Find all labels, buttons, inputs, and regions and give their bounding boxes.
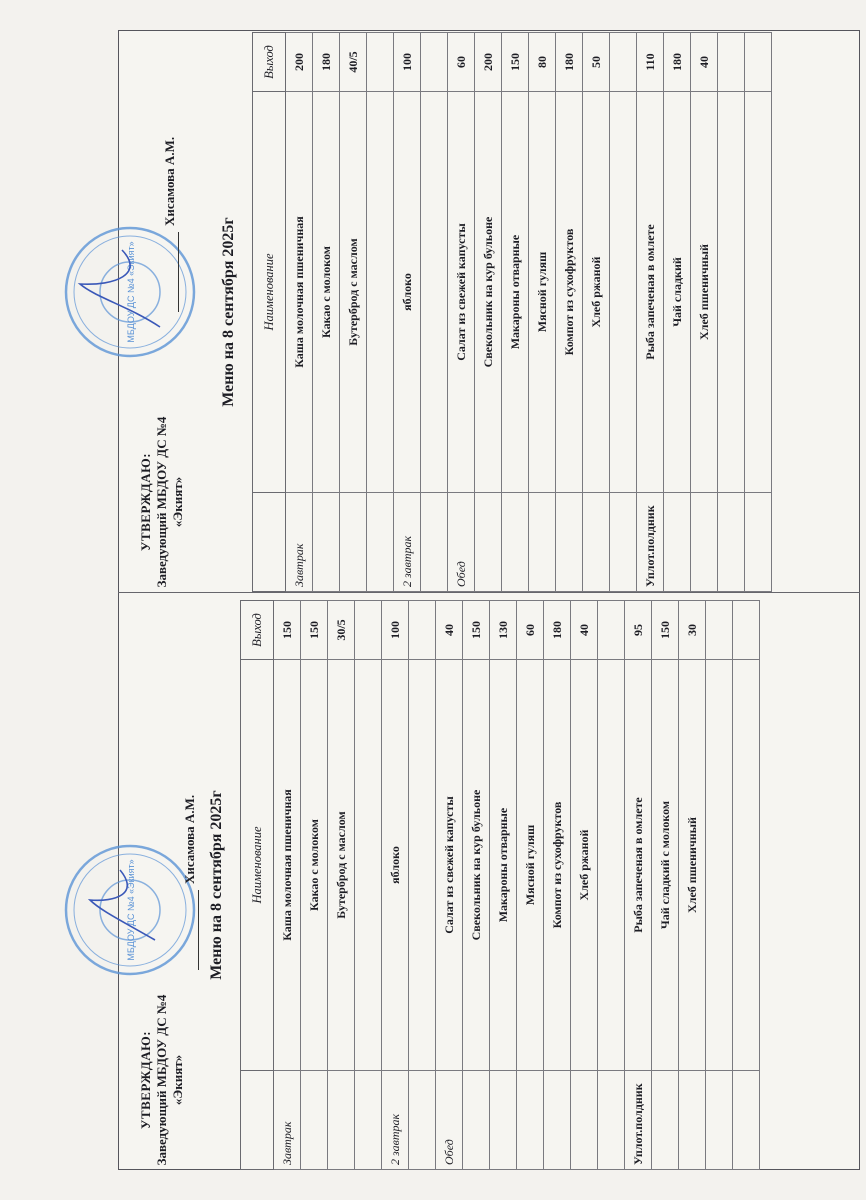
meal-cell [718,493,745,592]
output-cell: 95 [625,601,652,660]
table-row [556,33,583,592]
dish-name-cell: Хлеб пшеничный [679,660,706,1071]
signature-line [198,890,199,970]
output-cell [745,33,772,92]
table-row [610,33,637,592]
meal-cell [502,493,529,592]
dish-name-cell: Салат из свежей капусты [448,92,475,493]
dish-name-cell [355,660,382,1071]
approval-position: Заведующий МБДОУ ДС №4 [154,994,169,1166]
approval-organization: «Экият» [170,1054,185,1106]
output-cell: 150 [463,601,490,660]
signature-line [178,232,179,312]
table-row [706,601,733,1170]
output-cell [718,33,745,92]
meal-cell [529,493,556,592]
table-row [367,33,394,592]
menu-title: Меню на 8 сентября 2025г [208,790,225,980]
table-row [583,33,610,592]
dish-name-cell [706,660,733,1071]
meal-cell [610,493,637,592]
output-cell: 100 [382,601,409,660]
dish-name-cell: Макароны отварные [502,92,529,493]
dish-name-cell [421,92,448,493]
dish-name-cell: яблоко [382,660,409,1071]
output-cell: 180 [313,33,340,92]
dish-name-cell: Свекольник на кур бульоне [475,92,502,493]
approval-heading: УТВЕРЖДАЮ: [138,452,153,552]
menu-document-1 [120,600,820,1170]
meal-cell [463,1071,490,1170]
dish-name-cell [733,660,760,1071]
dish-name-cell: Бутерброд с маслом [340,92,367,493]
meal-cell: Уплот.полдник [625,1071,652,1170]
table-row [652,601,679,1170]
dish-name-cell: Мясной гуляш [529,92,556,493]
approval-position: Заведующий МБДОУ ДС №4 [154,416,169,588]
dish-name-cell: яблоко [394,92,421,493]
table-row [598,601,625,1170]
table-row [394,33,421,592]
table-row [301,601,328,1170]
output-cell [733,601,760,660]
meal-cell [421,493,448,592]
meal-cell: Завтрак [286,493,313,592]
menu-title: Меню на 8 сентября 2025г [220,217,237,407]
output-cell [421,33,448,92]
meal-cell [571,1071,598,1170]
meal-cell [475,493,502,592]
table-row [490,601,517,1170]
name-header: Наименование [253,92,286,493]
dish-name-cell: Хлеб пшеничный [691,92,718,493]
output-cell: 180 [556,33,583,92]
output-cell: 60 [517,601,544,660]
table-row [529,33,556,592]
output-cell: 40 [691,33,718,92]
output-cell [355,601,382,660]
meal-cell [544,1071,571,1170]
meal-cell: 2 завтрак [382,1071,409,1170]
meal-cell [340,493,367,592]
approval-heading: УТВЕРЖДАЮ: [138,1030,153,1130]
table-row [571,601,598,1170]
dish-name-cell: Хлеб ржаной [571,660,598,1071]
table-row [679,601,706,1170]
output-cell [367,33,394,92]
dish-name-cell: Каша молочная пшеничная [286,92,313,493]
table-row [436,601,463,1170]
table-row [340,33,367,592]
meal-cell: 2 завтрак [394,493,421,592]
meal-header [241,1071,274,1170]
output-cell [409,601,436,660]
table-row [625,601,652,1170]
output-cell: 40 [571,601,598,660]
table-row [409,601,436,1170]
table-row [517,601,544,1170]
table-row [328,601,355,1170]
output-cell: 30 [679,601,706,660]
approval-block [138,412,186,592]
dish-name-cell [598,660,625,1071]
output-cell: 150 [301,601,328,660]
dish-name-cell: Какао с молоком [301,660,328,1071]
meal-cell [313,493,340,592]
dish-name-cell [610,92,637,493]
output-cell: 150 [274,601,301,660]
meal-cell: Уплот.полдник [637,493,664,592]
signature-block [180,750,208,970]
table-row [691,33,718,592]
meal-cell [355,1071,382,1170]
dish-name-cell: Мясной гуляш [517,660,544,1071]
table-row [274,601,301,1170]
table-row [733,601,760,1170]
output-cell [706,601,733,660]
meal-cell: Обед [448,493,475,592]
table-row [544,601,571,1170]
meal-cell [301,1071,328,1170]
menu-header-row [241,601,274,1170]
output-cell: 30/5 [328,601,355,660]
output-cell: 40/5 [340,33,367,92]
meal-cell [733,1071,760,1170]
output-cell: 180 [544,601,571,660]
output-cell: 100 [394,33,421,92]
output-cell: 150 [652,601,679,660]
menu-table [252,32,772,592]
dish-name-cell: Какао с молоком [313,92,340,493]
table-row [745,33,772,592]
dish-name-cell: Хлеб ржаной [583,92,610,493]
meal-cell: Завтрак [274,1071,301,1170]
name-header: Наименование [241,660,274,1071]
output-cell: 180 [664,33,691,92]
table-row [664,33,691,592]
dish-name-cell: Рыба запеченая в омлете [637,92,664,493]
dish-name-cell: Салат из свежей капусты [436,660,463,1071]
meal-cell [691,493,718,592]
dish-name-cell: Каша молочная пшеничная [274,660,301,1071]
dish-name-cell [409,660,436,1071]
menu-table [240,600,760,1170]
table-row [382,601,409,1170]
output-cell [598,601,625,660]
menu-header-row [253,33,286,592]
table-row [718,33,745,592]
table-row [421,33,448,592]
table-row [463,601,490,1170]
meal-cell [583,493,610,592]
output-cell: 130 [490,601,517,660]
output-cell: 50 [583,33,610,92]
output-cell: 60 [448,33,475,92]
signer-name: Хисамова А.М. [162,136,177,226]
signature-block [160,92,188,312]
meal-cell [517,1071,544,1170]
meal-header [253,493,286,592]
output-cell: 80 [529,33,556,92]
dish-name-cell: Чай сладкий [664,92,691,493]
meal-cell [598,1071,625,1170]
meal-cell [652,1071,679,1170]
stamp-text: МБДОУ ДС №4 «Экият» [126,241,136,343]
output-cell: 200 [286,33,313,92]
dish-name-cell: Свекольник на кур бульоне [463,660,490,1071]
meal-cell [664,493,691,592]
dish-name-cell: Бутерброд с маслом [328,660,355,1071]
output-cell: 150 [502,33,529,92]
dish-name-cell: Макароны отварные [490,660,517,1071]
output-header: Выход [253,33,286,92]
meal-cell [409,1071,436,1170]
output-cell: 200 [475,33,502,92]
dish-name-cell: Рыба запеченая в омлете [625,660,652,1071]
output-cell: 40 [436,601,463,660]
meal-cell: Обед [436,1071,463,1170]
output-cell: 110 [637,33,664,92]
table-row [448,33,475,592]
approval-block [138,990,186,1170]
meal-cell [745,493,772,592]
dish-name-cell: Компот из сухофруктов [556,92,583,493]
table-row [502,33,529,592]
stamp-seal [60,840,200,980]
table-row [286,33,313,592]
meal-cell [556,493,583,592]
approval-organization: «Экият» [170,476,185,528]
table-row [475,33,502,592]
dish-name-cell: Чай сладкий с молоком [652,660,679,1071]
output-header: Выход [241,601,274,660]
meal-cell [679,1071,706,1170]
table-row [313,33,340,592]
meal-cell [490,1071,517,1170]
dish-name-cell [367,92,394,493]
dish-name-cell [745,92,772,493]
table-row [637,33,664,592]
meal-cell [706,1071,733,1170]
menu-document-2 [120,32,860,592]
meal-cell [328,1071,355,1170]
output-cell [610,33,637,92]
table-row [355,601,382,1170]
signer-name: Хисамова А.М. [182,794,197,884]
meal-cell [367,493,394,592]
dish-name-cell [718,92,745,493]
dish-name-cell: Компот из сухофруктов [544,660,571,1071]
page-divider [118,592,860,593]
stamp-text: МБДОУ ДС №4 «Экият» [126,859,136,961]
